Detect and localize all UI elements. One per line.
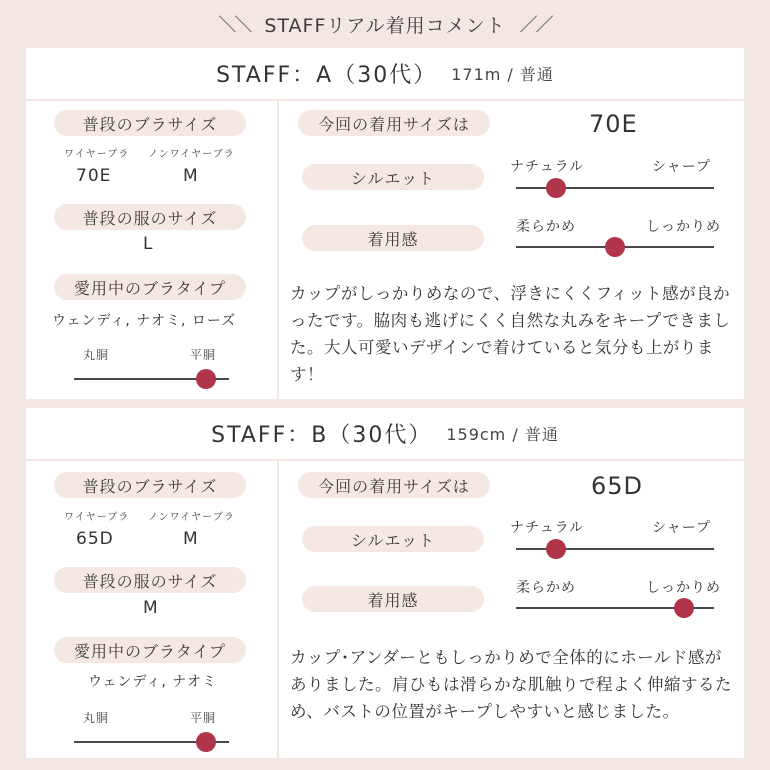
- staff-meta: 159cm / 普通: [446, 425, 559, 444]
- usual-clothes-size-label: 普段の服のサイズ: [54, 567, 246, 593]
- wire-bra-label: ワイヤーブラ: [64, 512, 130, 523]
- clothes-size: L: [143, 234, 154, 254]
- worn-size: 70E: [589, 110, 638, 138]
- staff-comment: カップがしっかりめなので、浮きにくくフィット感が良かったです。脇肉も逃げにくく自然な丸みをキープできました。大人可愛いデザインで着けていると気分も上がります！: [290, 284, 731, 384]
- wear-feel-marker: [674, 598, 694, 618]
- firm-label: しっかりめ: [646, 580, 721, 596]
- column-divider: [277, 99, 279, 399]
- wire-bra-size: 70E: [76, 166, 112, 186]
- sharp-label: シャープ: [652, 159, 712, 175]
- header-deco-left: ＼＼: [218, 15, 251, 36]
- staff-card-b: [26, 408, 744, 758]
- nonwire-bra-label: ノンワイヤーブラ: [148, 149, 235, 160]
- usual-bra-size-label: 普段のブラサイズ: [54, 110, 246, 136]
- worn-size: 65D: [591, 472, 644, 500]
- fav-bra-types: ウェンディ, ナオミ, ローズ: [52, 313, 237, 329]
- staff-comment: カップ･アンダーともしっかりめで全体的にホールド感がありました。肩ひもは滑らかな肌触りで程よく伸縮するため、バストの位置がキープしやすいと感じました。: [290, 648, 732, 721]
- staff-name: STAFF：A（30代）: [216, 63, 438, 88]
- this-size-label: 今回の着用サイズは: [298, 110, 490, 136]
- round-torso-label: 丸胴: [83, 711, 110, 725]
- wire-bra-size: 65D: [76, 529, 114, 549]
- silhouette-label: シルエット: [302, 164, 484, 190]
- torso-marker: [196, 732, 216, 752]
- usual-clothes-size-label: 普段の服のサイズ: [54, 204, 246, 230]
- wear-feel-label: 着用感: [302, 586, 484, 612]
- column-divider: [277, 459, 279, 758]
- usual-bra-size-label: 普段のブラサイズ: [54, 472, 246, 498]
- wire-bra-label: ワイヤーブラ: [64, 149, 130, 160]
- staff-title-bar: [26, 48, 744, 101]
- silhouette-marker: [546, 178, 566, 198]
- staff-title-bar: [26, 408, 744, 461]
- clothes-size: M: [143, 598, 159, 618]
- fav-bra-type-label: 愛用中のブラタイプ: [54, 274, 246, 300]
- staff-card-a: [26, 48, 744, 399]
- page-title: STAFFリアル着用コメント: [264, 14, 506, 37]
- nonwire-bra-label: ノンワイヤーブラ: [148, 512, 235, 523]
- firm-label: しっかりめ: [646, 219, 721, 235]
- header-deco-right: ／／: [519, 15, 552, 36]
- flat-torso-label: 平胴: [190, 711, 217, 725]
- wear-feel-label: 着用感: [302, 225, 484, 251]
- natural-label: ナチュラル: [510, 159, 585, 175]
- round-torso-label: 丸胴: [83, 348, 110, 362]
- staff-meta: 171m / 普通: [451, 65, 554, 84]
- natural-label: ナチュラル: [510, 520, 585, 536]
- page-header: [0, 0, 770, 48]
- wear-feel-marker: [605, 237, 625, 257]
- sharp-label: シャープ: [652, 520, 712, 536]
- nonwire-bra-size: M: [183, 166, 199, 186]
- nonwire-bra-size: M: [183, 529, 199, 549]
- soft-label: 柔らかめ: [516, 580, 576, 596]
- flat-torso-label: 平胴: [190, 348, 217, 362]
- fav-bra-type-label: 愛用中のブラタイプ: [54, 637, 246, 663]
- staff-name: STAFF：B（30代）: [211, 423, 433, 448]
- silhouette-label: シルエット: [302, 526, 484, 552]
- torso-marker: [196, 369, 216, 389]
- fav-bra-types: ウェンディ, ナオミ: [88, 674, 217, 690]
- silhouette-marker: [546, 539, 566, 559]
- soft-label: 柔らかめ: [516, 219, 576, 235]
- this-size-label: 今回の着用サイズは: [298, 472, 490, 498]
